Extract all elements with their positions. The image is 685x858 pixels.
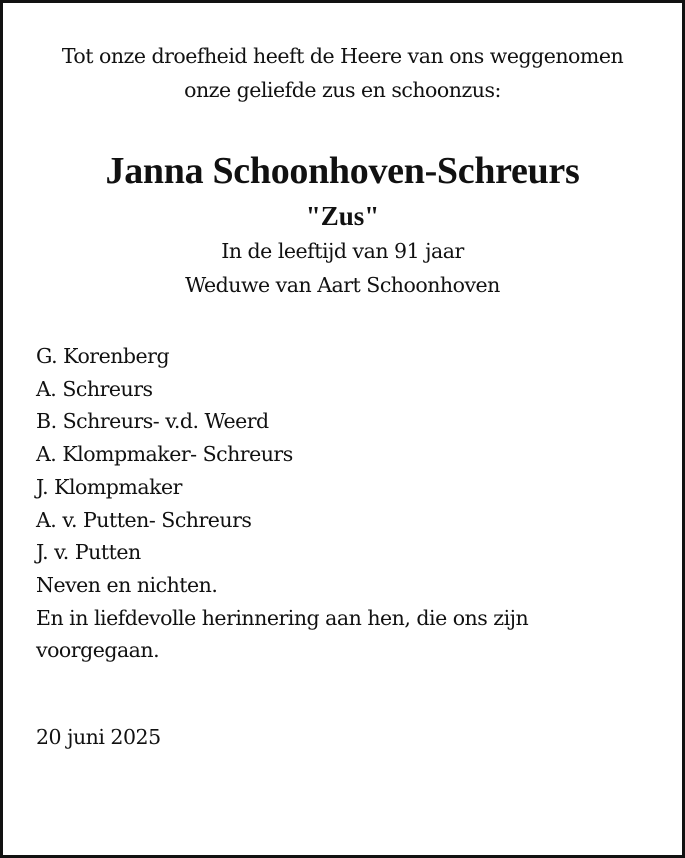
deceased-details bbox=[13, 234, 672, 302]
family-member: J. v. Putten bbox=[36, 540, 141, 565]
intro-line-2: onze geliefde zus en schoonzus: bbox=[184, 78, 501, 102]
intro-text bbox=[23, 39, 662, 107]
family-member: A. Klompmaker- Schreurs bbox=[36, 442, 293, 467]
announcement-date: 20 juni 2025 bbox=[36, 725, 161, 749]
widow-line: Weduwe van Aart Schoonhoven bbox=[185, 273, 500, 297]
family-member: J. Klompmaker bbox=[36, 474, 182, 499]
age-line: In de leeftijd van 91 jaar bbox=[221, 239, 464, 263]
intro-line-1: Tot onze droefheid heeft de Heere van ons weggenomen bbox=[61, 44, 624, 68]
family-member: A. Schreurs bbox=[36, 376, 153, 401]
remembrance-line: En in liefdevolle herinnering aan hen, die ons zijn voorgegaan. bbox=[36, 605, 529, 663]
family-member: A. v. Putten- Schreurs bbox=[36, 507, 252, 532]
deceased-name: Janna Schoonhoven-Schreurs bbox=[105, 150, 580, 192]
family-member: B. Schreurs- v.d. Weerd bbox=[36, 409, 269, 434]
family-list bbox=[36, 340, 642, 667]
deceased-nickname: "Zus" bbox=[305, 201, 380, 231]
family-member: G. Korenberg bbox=[36, 344, 170, 368]
relatives-line: Neven en nichten. bbox=[36, 572, 218, 597]
